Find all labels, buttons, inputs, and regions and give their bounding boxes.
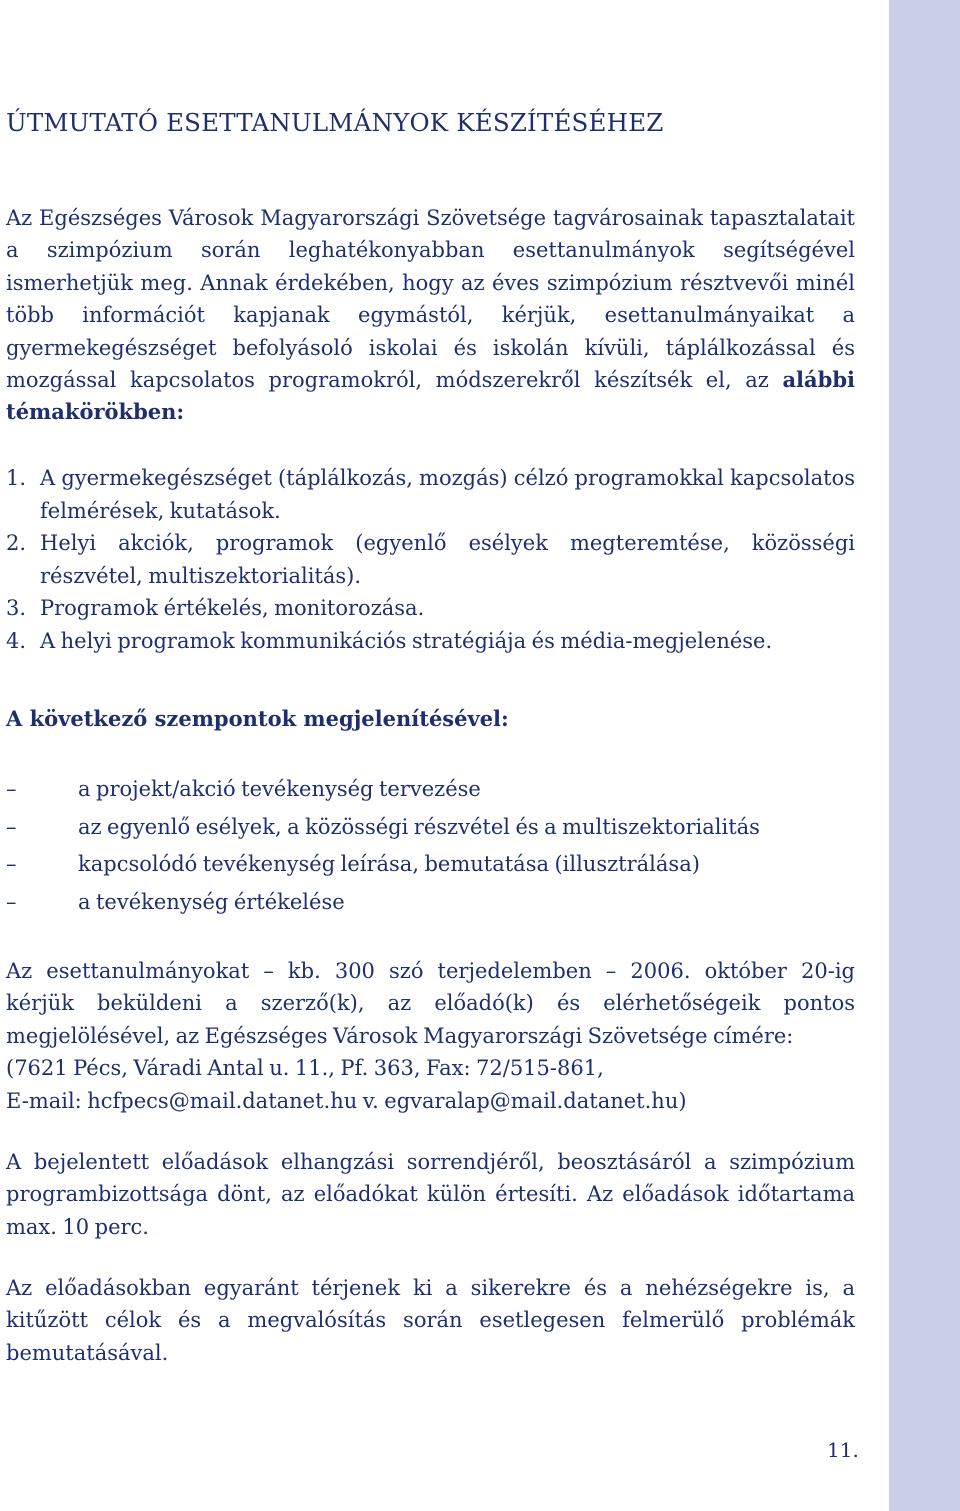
dash-marker: – [6,777,17,801]
order-paragraph: A bejelentett előadások elhangzási sorrendjéről, beosztásáról a szimpózium programbizottsága dönt, az előadókat külön értesíti. Az előadások időtartama max. 10 perc. [6,1150,855,1239]
list-item [6,849,760,887]
list-number: 3. [6,596,27,620]
list-item [6,625,855,658]
list-item [6,462,855,527]
aspects-heading: A következő szempontok megjelenítésével: [6,706,509,731]
intro-paragraph [6,202,855,429]
submission-line: (7621 Pécs, Váradi Antal u. 11., Pf. 363, Fax: 72/515-861, [6,1056,604,1081]
list-item [6,774,760,812]
list-text: a projekt/akció tevékenység tervezése [78,777,481,801]
submission-line: Az esettanulmányokat – kb. 300 szó terjedelemben – 2006. október 20-ig [6,959,855,983]
list-item [6,527,855,592]
topics-list [6,462,855,657]
list-number: 4. [6,628,27,653]
list-text: Helyi akciók, programok (egyenlő esélyek megteremtése, közösségi részvétel, multiszektorialitás). [40,531,855,588]
dash-marker: – [6,814,17,839]
dash-marker: – [6,852,17,876]
submission-line: E-mail: hcfpecs@mail.datanet.hu v. egvaralap@mail.datanet.hu) [6,1088,687,1113]
page-number: 11. [827,1438,859,1462]
aspects-list [6,774,760,924]
submission-line: kérjük beküldeni a szerző(k), az előadó(k) és elérhetőségeik pontos [6,991,855,1016]
list-item [6,812,760,850]
intro-bold-tail: alábbi témakörökben: [6,367,855,425]
list-item [6,887,760,925]
side-band [889,0,960,1511]
list-number: 1. [6,466,27,490]
list-text: A gyermekegészséget (táplálkozás, mozgás) célzó programokkal kapcsolatos felmérések, kutatások. [40,466,855,523]
list-text: az egyenlő esélyek, a közösségi részvétel és a multiszektorialitás [78,814,760,839]
page-title: ÚTMUTATÓ ESETTANULMÁNYOK KÉSZÍTÉSÉHEZ [6,108,664,137]
dash-marker: – [6,889,17,914]
intro-text: Az Egészséges Városok Magyarországi Szövetsége tagvárosainak tapasztalatait a szimpózium során leghatékonyabban esettanulmányok segítségével ismerhetjük meg. Annak érdekében, hogy az éves szimpózium résztvevői minél több információt kapjanak egymástól, kérjük, esettanulmányaikat a gyermekegészséget befolyásoló iskolai és iskolán kívüli, táplálkozással és mozgással kapcsolatos programokról, módszerekről készítsék el, az [6,206,855,393]
list-text: a tevékenység értékelése [78,889,345,914]
list-text: kapcsolódó tevékenység leírása, bemutatása (illusztrálása) [78,852,700,876]
submission-paragraph [6,955,855,1117]
closing-paragraph: Az előadásokban egyaránt térjenek ki a sikerekre és a nehézségekre is, a kitűzött célok és a megvalósítás során esetlegesen felmerülő problémák bemutatásával. [6,1276,855,1365]
list-text: Programok értékelés, monitorozása. [40,596,425,620]
list-item [6,592,855,625]
submission-line: megjelölésével, az Egészséges Városok Magyarországi Szövetsége címére: [6,1023,794,1048]
list-number: 2. [6,531,27,555]
list-text: A helyi programok kommunikációs stratégiája és média-megjelenése. [40,628,773,653]
